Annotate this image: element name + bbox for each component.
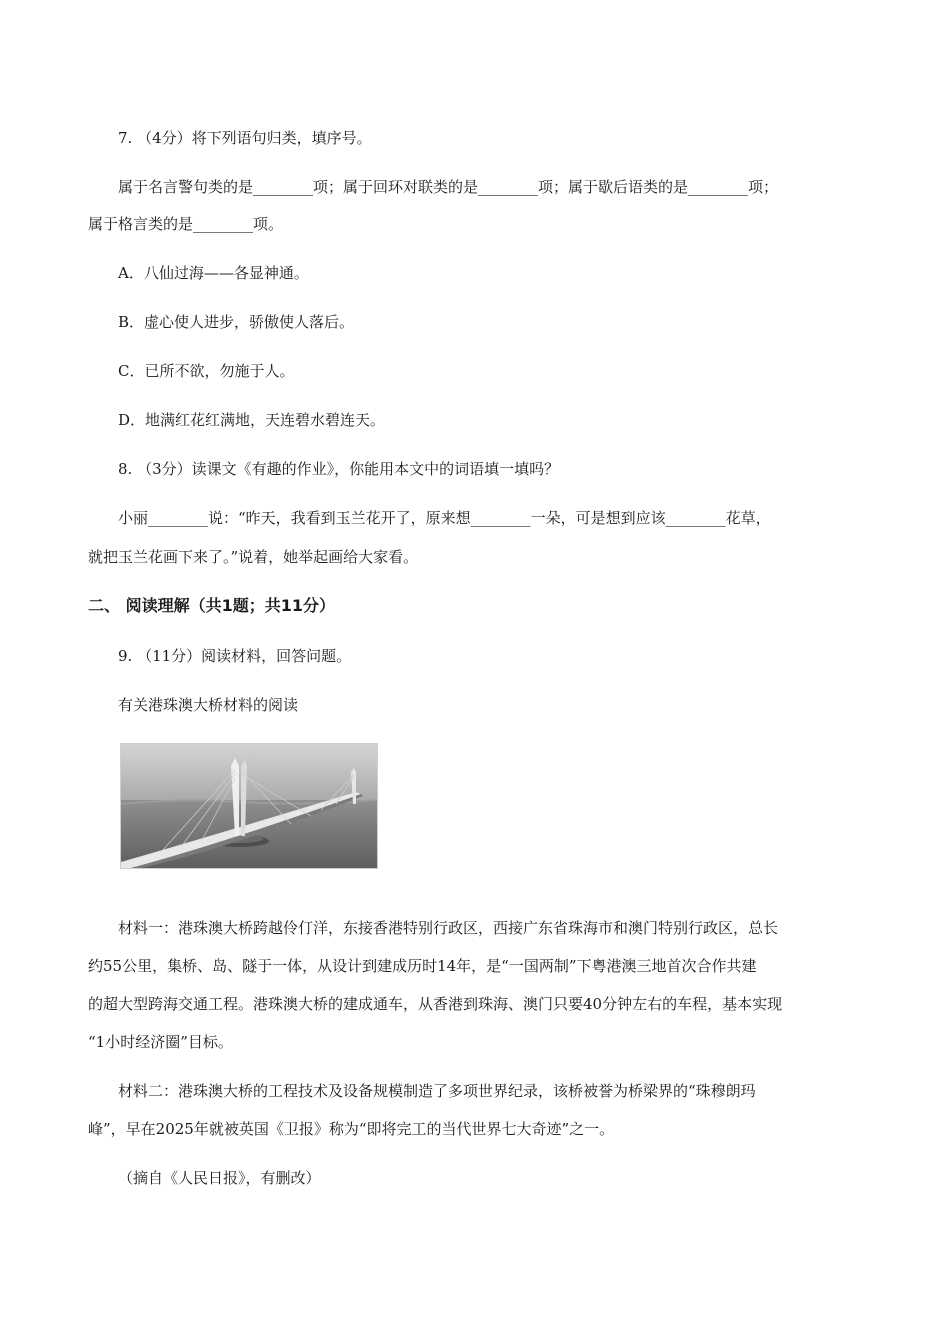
q7-line2: 属于格言类的是________项。 bbox=[88, 215, 284, 233]
material1-line2: 约55公里，集桥、岛、隧于一体，从设计到建成历时14年，是“一国两制”下粤港澳三地首次合作共建 bbox=[88, 957, 757, 975]
q7-stem: 7. （4分）将下列语句归类，填序号。 bbox=[118, 129, 372, 147]
q7-option-a: A．八仙过海——各显神通。 bbox=[118, 264, 309, 282]
bridge-photo bbox=[120, 743, 378, 869]
section-heading: 二、 阅读理解（共1题；共11分） bbox=[88, 596, 335, 615]
material2-line1: 材料二：港珠澳大桥的工程技术及设备规模制造了多项世界纪录，该桥被誉为桥梁界的“珠穆朗玛 bbox=[118, 1082, 756, 1100]
material2-line2: 峰”，早在2025年就被英国《卫报》称为“即将完工的当代世界七大奇迹”之一。 bbox=[88, 1120, 615, 1138]
q8-stem: 8. （3分）读课文《有趣的作业》，你能用本文中的词语填一填吗？ bbox=[118, 460, 560, 478]
q8-line2: 就把玉兰花画下来了。”说着，她举起画给大家看。 bbox=[88, 548, 419, 566]
q7-option-d: D．地满红花红满地，天连碧水碧连天。 bbox=[118, 411, 386, 429]
q9-stem: 9. （11分）阅读材料，回答问题。 bbox=[118, 647, 352, 665]
material1-line3: 的超大型跨海交通工程。港珠澳大桥的建成通车，从香港到珠海、澳门只要40分钟左右的车程，基本实现 bbox=[88, 995, 783, 1013]
q7-line1: 属于名言警句类的是________项；属于回环对联类的是________项；属于歇后语类的是________项； bbox=[118, 178, 779, 196]
q9-subtitle: 有关港珠澳大桥材料的阅读 bbox=[118, 696, 299, 714]
material1-line1: 材料一：港珠澳大桥跨越伶仃洋，东接香港特别行政区，西接广东省珠海市和澳门特别行政区，总长 bbox=[118, 919, 779, 937]
source-note: （摘自《人民日报》，有删改） bbox=[118, 1169, 321, 1187]
bridge-illustration bbox=[121, 744, 377, 868]
q7-option-c: C．已所不欲，勿施于人。 bbox=[118, 362, 295, 380]
material1-line4: “1小时经济圈”目标。 bbox=[88, 1033, 233, 1051]
q8-line1: 小丽________说：“昨天，我看到玉兰花开了，原来想________一朵，可是想到应该________花草， bbox=[118, 509, 771, 527]
q7-option-b: B．虚心使人进步，骄傲使人落后。 bbox=[118, 313, 355, 331]
